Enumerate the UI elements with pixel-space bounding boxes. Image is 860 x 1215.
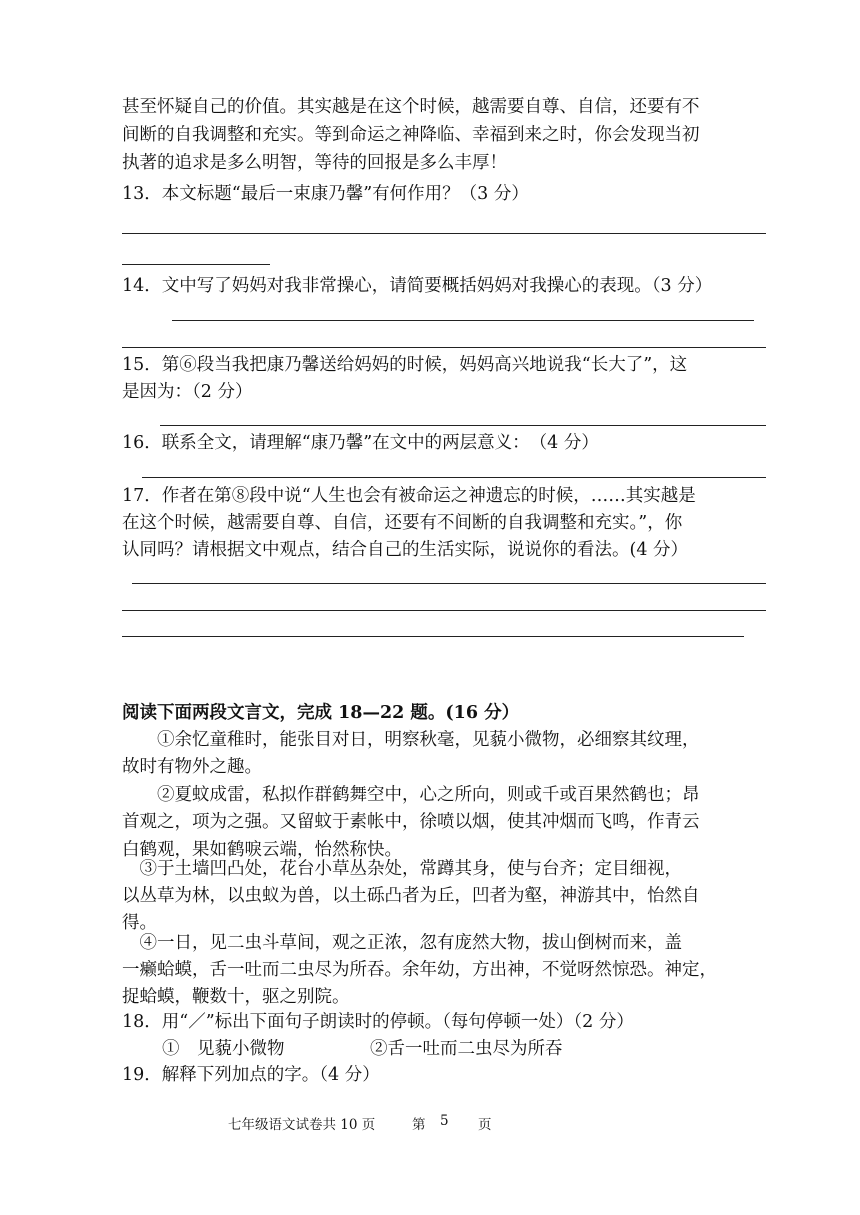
- footer-page-number: 5: [440, 1113, 449, 1129]
- classical-line: ③于土墙凹凸处，花台小草丛杂处，常蹲其身，使与台齐；定目细视，: [122, 859, 682, 879]
- question-14: 14．文中写了妈妈对我非常操心，请简要概括妈妈对我操心的表现。（3 分）: [122, 276, 713, 296]
- classical-line: 以丛草为林，以虫蚁为兽，以土砾凸者为丘，凹者为壑，神游其中，怡然自: [122, 886, 700, 906]
- classical-line: 得。: [122, 913, 157, 933]
- classical-line: ②夏蚊成雷，私拟作群鹤舞空中，心之所向，则或千或百果然鹤也；昂: [122, 785, 700, 805]
- question-16: 16．联系全文，请理解“康乃馨”在文中的两层意义： （4 分）: [122, 433, 599, 453]
- classical-line: 故时有物外之趣。: [122, 757, 262, 777]
- question-18-item-1: ① 见藐小微物: [162, 1039, 285, 1059]
- question-13: 13．本文标题“最后一束康乃馨”有何作用？（3 分）: [122, 184, 529, 204]
- question-17-cont: 在这个时候，越需要自尊、自信，还要有不间断的自我调整和充实。”，你: [122, 513, 683, 533]
- classical-line: ④一日，见二虫斗草间，观之正浓，忽有庞然大物，拔山倒树而来，盖: [122, 933, 682, 953]
- classical-line: ①余忆童稚时，能张目对日，明察秋毫，见藐小微物，必细察其纹理，: [122, 730, 700, 750]
- answer-line: [122, 233, 766, 234]
- answer-line: [142, 477, 766, 478]
- passage-line: 甚至怀疑自己的价值。其实越是在这个时候，越需要自尊、自信，还要有不: [122, 97, 700, 117]
- answer-line: [122, 347, 766, 348]
- section-heading: 阅读下面两段文言文，完成 18—22 题。(16 分）: [122, 703, 520, 723]
- answer-line: [122, 636, 744, 637]
- answer-line: [122, 610, 766, 611]
- passage-line: 间断的自我调整和充实。等到命运之神降临、幸福到来之时，你会发现当初: [122, 125, 700, 145]
- footer-page-label: 第: [412, 1117, 426, 1133]
- footer-page-unit: 页: [478, 1117, 492, 1133]
- footer-total-pages: 七年级语文试卷共 10 页: [228, 1117, 376, 1133]
- passage-line: 执著的追求是多么明智，等待的回报是多么丰厚！: [122, 153, 507, 173]
- question-17: 17．作者在第⑧段中说“人生也会有被命运之神遗忘的时候，……其实越是: [122, 486, 696, 506]
- question-15-cont: 是因为：（2 分）: [122, 382, 253, 402]
- question-17-cont: 认同吗？请根据文中观点，结合自己的生活实际，说说你的看法。(4 分）: [122, 540, 689, 560]
- question-18: 18．用“／”标出下面句子朗读时的停顿。（每句停顿一处）（2 分）: [122, 1012, 634, 1032]
- question-18-item-2: ②舌一吐而二虫尽为所吞: [370, 1039, 563, 1059]
- answer-line: [160, 425, 766, 426]
- answer-line: [122, 264, 270, 265]
- classical-line: 首观之，项为之强。又留蚊于素帐中，徐喷以烟，使其冲烟而飞鸣，作青云: [122, 812, 700, 832]
- answer-line: [172, 320, 754, 321]
- classical-line: 一癞蛤蟆，舌一吐而二虫尽为所吞。余年幼，方出神，不觉呀然惊恐。神定，: [122, 960, 717, 980]
- classical-line: 捉蛤蟆，鞭数十，驱之别院。: [122, 987, 350, 1007]
- question-15: 15．第⑥段当我把康乃馨送给妈妈的时候，妈妈高兴地说我“长大了”，这: [122, 355, 688, 375]
- answer-line: [132, 583, 766, 584]
- question-19: 19．解释下列加点的字。（4 分）: [122, 1065, 380, 1085]
- classical-line: 白鹤观，果如鹤唳云端，怡然称快。: [122, 840, 402, 860]
